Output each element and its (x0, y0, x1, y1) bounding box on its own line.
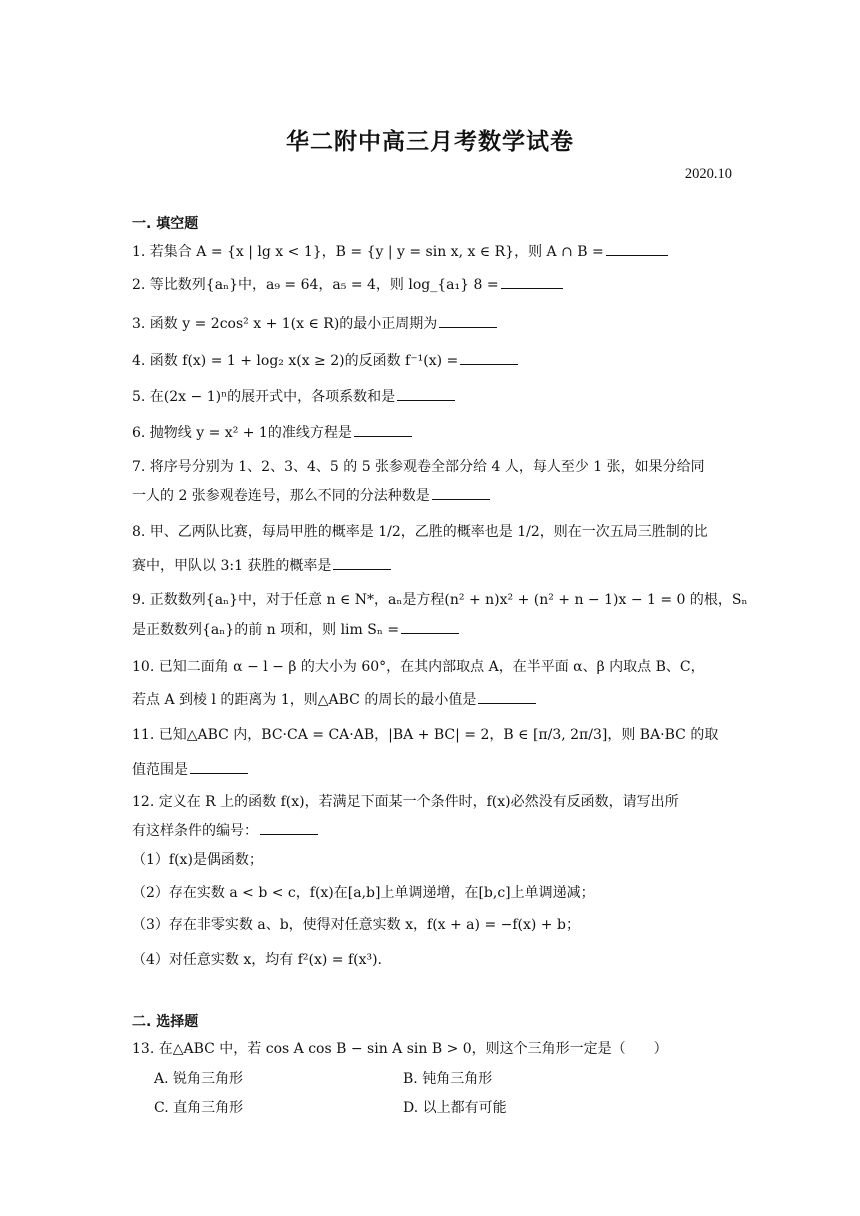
section-heading-fill-in: 一. 填空题 (132, 216, 199, 232)
question-12-text: 有这样条件的编号： (132, 823, 258, 839)
answer-blank-10[interactable] (478, 689, 536, 704)
answer-blank-8[interactable] (333, 555, 391, 570)
section-heading-multiple-choice: 二. 选择题 (132, 1014, 199, 1030)
option-a[interactable]: A. 锐角三角形 (154, 1071, 244, 1087)
answer-blank-7[interactable] (432, 485, 490, 500)
option-b[interactable]: B. 钝角三角形 (403, 1071, 493, 1087)
question-8-line-2 (132, 555, 732, 576)
question-6 (132, 422, 732, 443)
question-12-line-1: 12. 定义在 R 上的函数 f(x)，若满足下面某一个条件时，f(x)必然没有反函数，请写出所 (132, 794, 679, 810)
question-1-text: 1. 若集合 A = {x | lg x < 1}，B = {y | y = sin x, x ∈ R}，则 A ∩ B = (132, 244, 604, 260)
answer-blank-4[interactable] (460, 350, 518, 365)
answer-blank-1[interactable] (606, 241, 668, 256)
question-11-line-2 (132, 759, 732, 780)
question-13: 13. 在△ABC 中，若 cos A cos B − sin A sin B > 0，则这个三角形一定是（ ） (132, 1041, 668, 1057)
question-7-line-1: 7. 将序号分别为 1、2、3、4、5 的 5 张参观卷全部分给 4 人，每人至少 1 张，如果分给同 (132, 459, 705, 475)
answer-blank-2[interactable] (501, 274, 563, 289)
question-6-text: 6. 抛物线 y = x² + 1的准线方程是 (132, 425, 352, 441)
question-5-text: 5. 在(2x − 1)ⁿ的展开式中，各项系数和是 (132, 389, 396, 405)
question-5 (132, 386, 732, 407)
question-4 (132, 350, 732, 371)
exam-title: 华二附中高三月考数学试卷 (286, 129, 574, 155)
answer-blank-3[interactable] (439, 313, 497, 328)
question-12-condition-1: （1）f(x)是偶函数； (132, 852, 263, 868)
question-12-condition-2: （2）存在实数 a < b < c，f(x)在[a,b]上单调递增，在[b,c]上单调递减； (132, 885, 595, 901)
question-3 (132, 313, 732, 334)
option-c[interactable]: C. 直角三角形 (154, 1100, 244, 1116)
question-2-text: 2. 等比数列{aₙ}中，a₉ = 64，a₅ = 4，则 log_{a₁} 8 = (132, 277, 499, 293)
question-10-line-1: 10. 已知二面角 α − l − β 的大小为 60°，在其内部取点 A，在半平面 α、β 内取点 B、C， (132, 659, 705, 675)
question-3-text: 3. 函数 y = 2cos² x + 1(x ∈ R)的最小正周期为 (132, 316, 438, 332)
answer-blank-5[interactable] (397, 386, 455, 401)
option-d[interactable]: D. 以上都有可能 (403, 1100, 507, 1116)
question-12-condition-4: （4）对任意实数 x，均有 f²(x) = f(x³). (132, 952, 383, 968)
exam-date: 2020.10 (684, 166, 732, 182)
question-10-text: 若点 A 到棱 l 的距离为 1，则△ABC 的周长的最小值是 (132, 692, 477, 708)
question-12-line-2 (132, 820, 732, 841)
question-9-line-2 (132, 619, 732, 640)
question-2 (132, 274, 732, 295)
question-11-text: 值范围是 (132, 762, 188, 778)
question-7-text: 一人的 2 张参观卷连号，那么不同的分法种数是 (132, 488, 430, 504)
question-10-line-2 (132, 689, 732, 710)
question-1 (132, 241, 732, 262)
answer-blank-12[interactable] (260, 820, 318, 835)
question-8-line-1: 8. 甲、乙两队比赛，每局甲胜的概率是 1/2，乙胜的概率也是 1/2，则在一次五局三胜制的比 (132, 524, 708, 540)
question-7-line-2 (132, 485, 732, 506)
answer-blank-11[interactable] (190, 759, 248, 774)
question-11-line-1: 11. 已知△ABC 内，BC·CA = CA·AB，|BA + BC| = 2，B ∈ [π/3, 2π/3]，则 BA·BC 的取 (132, 727, 719, 743)
question-8-text: 赛中，甲队以 3:1 获胜的概率是 (132, 558, 332, 574)
answer-blank-9[interactable] (401, 619, 459, 634)
question-4-text: 4. 函数 f(x) = 1 + log₂ x(x ≥ 2)的反函数 f⁻¹(x) = (132, 353, 459, 369)
question-12-condition-3: （3）存在非零实数 a、b，使得对任意实数 x，f(x + a) = −f(x) + b； (132, 917, 580, 933)
question-9-text: 是正数数列{aₙ}的前 n 项和，则 lim Sₙ = (132, 622, 400, 638)
question-9-line-1: 9. 正数数列{aₙ}中，对于任意 n ∈ N*，aₙ是方程(n² + n)x² + (n² + n − 1)x − 1 = 0 的根，Sₙ (132, 592, 748, 608)
answer-blank-6[interactable] (354, 422, 412, 437)
